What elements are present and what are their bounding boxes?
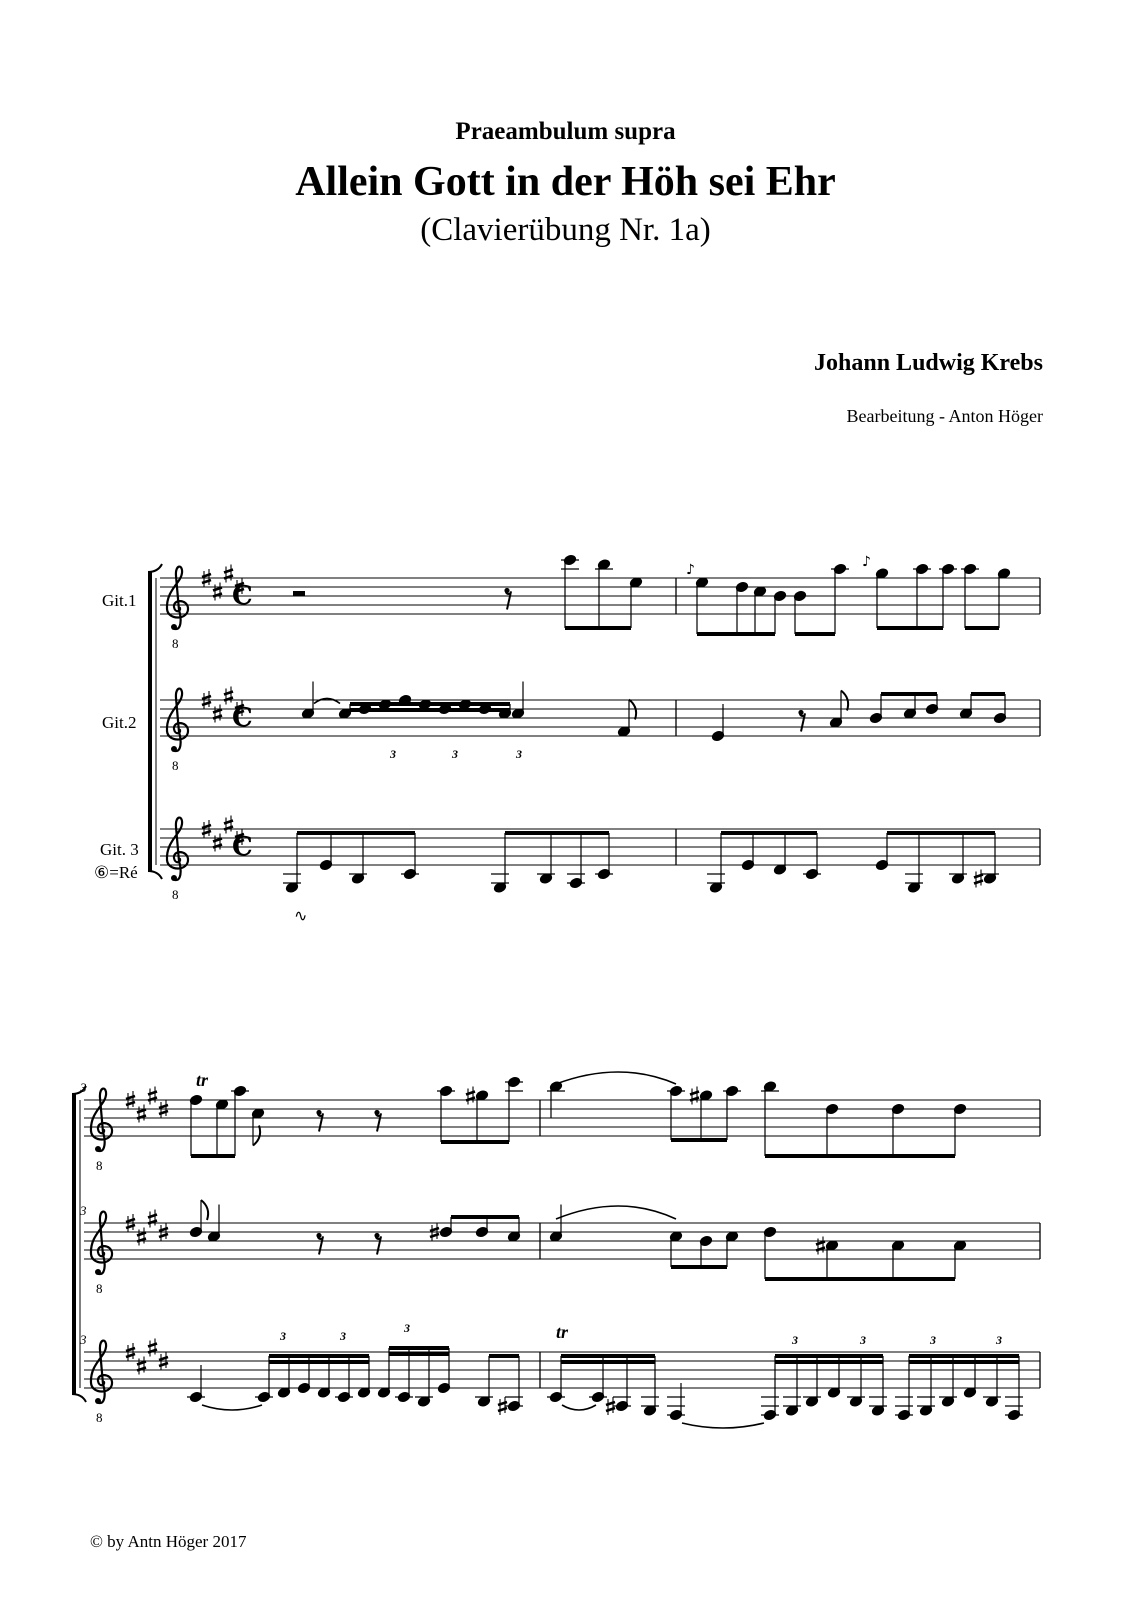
time-signature: C xyxy=(232,832,253,862)
eighth-rest-dot xyxy=(504,588,509,593)
tuplet-number: 3 xyxy=(390,747,396,761)
key-sharp-bar xyxy=(224,821,233,824)
key-sharp-bar xyxy=(213,839,222,842)
key-sharp-bar xyxy=(159,1363,168,1366)
key-sharp-bar xyxy=(126,1096,135,1099)
subtitle: Praeambulum supra xyxy=(455,118,676,145)
tuplet-number: 3 xyxy=(996,1333,1002,1347)
measure-number: 3 xyxy=(80,1332,87,1347)
treble-clef-ball xyxy=(171,875,177,881)
eighth-rest xyxy=(318,1237,323,1255)
composer: Johann Ludwig Krebs xyxy=(814,350,1043,376)
tie xyxy=(562,1405,596,1410)
tuplet-number: 3 xyxy=(452,747,458,761)
tuplet-number: 3 xyxy=(792,1333,798,1347)
tuplet-number: 3 xyxy=(860,1333,866,1347)
key-sharp-bar xyxy=(159,1357,168,1360)
clef-octave-mark: 8 xyxy=(96,1281,103,1296)
clef-octave-mark: 8 xyxy=(96,1158,103,1173)
grace-note: ♪ xyxy=(686,562,695,578)
eighth-rest-dot xyxy=(316,1110,321,1115)
staff-tuning-git3: ⑥=Ré xyxy=(94,863,138,882)
treble-clef-ball xyxy=(171,746,177,752)
tuplet-number: 3 xyxy=(280,1329,286,1343)
tie xyxy=(682,1423,764,1428)
accidental-sharp-bar xyxy=(498,1408,507,1411)
key-sharp-bar xyxy=(213,588,222,591)
half-rest xyxy=(293,591,305,596)
treble-clef-ball xyxy=(171,624,177,630)
key-sharp-bar xyxy=(202,831,211,834)
key-sharp-bar xyxy=(148,1215,157,1218)
clef-octave-mark: 8 xyxy=(172,636,179,651)
key-sharp-bar xyxy=(126,1102,135,1105)
treble-clef-ball xyxy=(95,1269,101,1275)
accidental-sharp-bar xyxy=(430,1234,439,1237)
work-reference: (Clavierübung Nr. 1a) xyxy=(420,212,711,248)
eighth-rest xyxy=(318,1114,323,1132)
arranger: Bearbeitung - Anton Höger xyxy=(846,406,1043,426)
tie xyxy=(314,699,340,704)
bracket-hook xyxy=(148,871,162,879)
eighth-rest xyxy=(376,1237,381,1255)
eighth-rest xyxy=(506,592,511,610)
note-flag xyxy=(201,1200,208,1220)
treble-clef-ball xyxy=(95,1398,101,1404)
treble-clef xyxy=(167,818,188,880)
time-signature: C xyxy=(232,581,253,611)
treble-clef xyxy=(91,1212,112,1274)
staff-label-git1: Git.1 xyxy=(102,591,137,610)
grace-note: ♪ xyxy=(862,554,871,570)
clef-octave-mark: 8 xyxy=(96,1410,103,1425)
eighth-rest-dot xyxy=(316,1233,321,1238)
system-1 xyxy=(148,554,1040,925)
treble-clef xyxy=(167,567,188,629)
time-signature: C xyxy=(232,703,253,733)
accidental-sharp-bar xyxy=(466,1092,475,1095)
key-sharp-bar xyxy=(126,1219,135,1222)
eighth-rest xyxy=(376,1114,381,1132)
accidental-sharp-bar xyxy=(430,1228,439,1231)
staff-label-git3: Git. 3 xyxy=(100,840,139,859)
key-sharp-bar xyxy=(148,1344,157,1347)
tuplet-number: 3 xyxy=(516,747,522,761)
mordent: ∿ xyxy=(294,906,308,925)
key-sharp-bar xyxy=(137,1233,146,1236)
key-sharp-bar xyxy=(202,702,211,705)
treble-clef-ball xyxy=(95,1146,101,1152)
measure-number: 3 xyxy=(80,1203,87,1218)
key-sharp-bar xyxy=(126,1348,135,1351)
accidental-sharp-bar xyxy=(606,1402,615,1405)
tuplet-number: 3 xyxy=(930,1333,936,1347)
system-2 xyxy=(72,1070,1040,1428)
trill-mark: tr xyxy=(556,1322,569,1342)
key-sharp-bar xyxy=(126,1354,135,1357)
treble-clef xyxy=(167,689,188,751)
eighth-rest-dot xyxy=(798,710,803,715)
slur xyxy=(556,1072,676,1084)
staff-label-git2: Git.2 xyxy=(102,713,137,732)
key-sharp-bar xyxy=(137,1362,146,1365)
bracket-hook xyxy=(148,564,162,572)
copyright: © by Antn Höger 2017 xyxy=(90,1532,247,1551)
tuplet-number: 3 xyxy=(404,1321,410,1335)
key-sharp-bar xyxy=(202,825,211,828)
key-sharp-bar xyxy=(137,1110,146,1113)
key-sharp-bar xyxy=(159,1234,168,1237)
key-sharp-bar xyxy=(159,1105,168,1108)
key-sharp-bar xyxy=(159,1228,168,1231)
accidental-sharp-bar xyxy=(606,1408,615,1411)
tuplet-number: 3 xyxy=(340,1329,346,1343)
accidental-sharp-bar xyxy=(816,1242,825,1245)
key-sharp-bar xyxy=(159,1111,168,1114)
key-sharp-bar xyxy=(202,580,211,583)
clef-octave-mark: 8 xyxy=(172,758,179,773)
accidental-sharp-bar xyxy=(498,1402,507,1405)
treble-clef xyxy=(91,1341,112,1403)
key-sharp-bar xyxy=(224,692,233,695)
trill-mark: tr xyxy=(196,1070,209,1090)
key-sharp-bar xyxy=(224,570,233,573)
piece-title: Allein Gott in der Höh sei Ehr xyxy=(295,159,836,205)
bracket-hook xyxy=(72,1394,86,1402)
key-sharp-bar xyxy=(202,696,211,699)
accidental-sharp-bar xyxy=(974,881,983,884)
measure-number: 3 xyxy=(80,1080,87,1095)
key-sharp-bar xyxy=(148,1092,157,1095)
eighth-rest xyxy=(800,714,805,732)
key-sharp-bar xyxy=(126,1225,135,1228)
eighth-rest-dot xyxy=(374,1233,379,1238)
eighth-rest-dot xyxy=(374,1110,379,1115)
accidental-sharp-bar xyxy=(690,1092,699,1095)
accidental-sharp-bar xyxy=(974,875,983,878)
treble-clef xyxy=(91,1089,112,1151)
instrument-labels xyxy=(94,591,139,882)
clef-octave-mark: 8 xyxy=(172,887,179,902)
key-sharp-bar xyxy=(213,710,222,713)
tie xyxy=(202,1405,262,1410)
slur xyxy=(556,1206,676,1219)
key-sharp-bar xyxy=(202,574,211,577)
